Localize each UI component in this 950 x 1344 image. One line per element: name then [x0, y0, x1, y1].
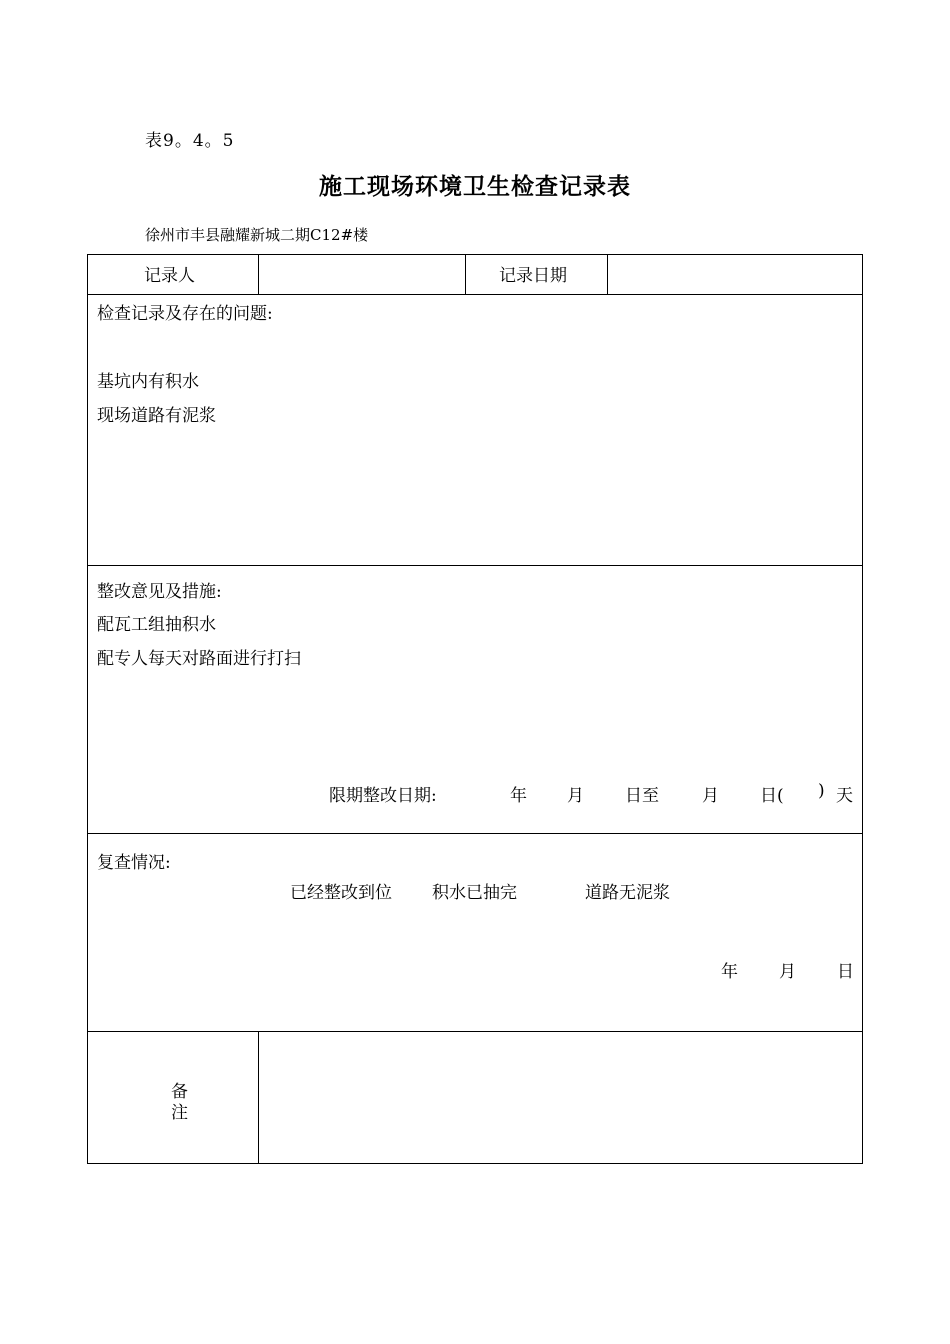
inspection-line: 基坑内有积水: [97, 372, 199, 392]
inspection-line: 现场道路有泥浆: [97, 406, 216, 426]
remarks-label-line1: 备: [171, 1082, 188, 1102]
recheck-date-month: 月: [779, 962, 796, 982]
recorder-label: 记录人: [144, 266, 195, 286]
row-divider-inspection: [88, 565, 862, 566]
table-number: 表9。4。5: [145, 131, 235, 151]
record-date-label: 记录日期: [499, 266, 567, 286]
inspection-heading: 检查记录及存在的问题:: [97, 304, 273, 324]
row-divider-header: [88, 294, 862, 295]
deadline-month: 月: [567, 786, 584, 806]
rectification-heading: 整改意见及措施:: [97, 582, 222, 602]
recheck-result: 已经整改到位: [290, 883, 392, 903]
deadline-day-to: 日至: [625, 786, 659, 806]
col-divider-recorder: [258, 255, 259, 294]
deadline-label: 限期整改日期:: [329, 786, 437, 806]
rectification-line: 配专人每天对路面进行打扫: [97, 649, 301, 669]
deadline-days: 天: [836, 786, 853, 806]
rectification-line: 配瓦工组抽积水: [97, 615, 216, 635]
recheck-result: 积水已抽完: [432, 883, 517, 903]
col-divider-date-label: [607, 255, 608, 294]
recheck-date-day: 日: [837, 962, 854, 982]
deadline-paren-close: ): [818, 781, 825, 801]
row-divider-rectification: [88, 833, 862, 834]
col-divider-remarks: [258, 1031, 259, 1163]
project-name: 徐州市丰县融耀新城二期C12#楼: [145, 226, 369, 244]
recheck-date-year: 年: [721, 962, 738, 982]
deadline-day-paren: 日(: [760, 786, 784, 806]
row-divider-recheck: [88, 1031, 862, 1032]
recheck-heading: 复查情况:: [97, 853, 171, 873]
recheck-result: 道路无泥浆: [585, 883, 670, 903]
col-divider-recorder-value: [465, 255, 466, 294]
deadline-month-end: 月: [702, 786, 719, 806]
remarks-label-line2: 注: [171, 1103, 188, 1123]
inspection-form: [87, 254, 863, 1164]
document-title: 施工现场环境卫生检查记录表: [319, 174, 631, 200]
deadline-year: 年: [510, 786, 527, 806]
